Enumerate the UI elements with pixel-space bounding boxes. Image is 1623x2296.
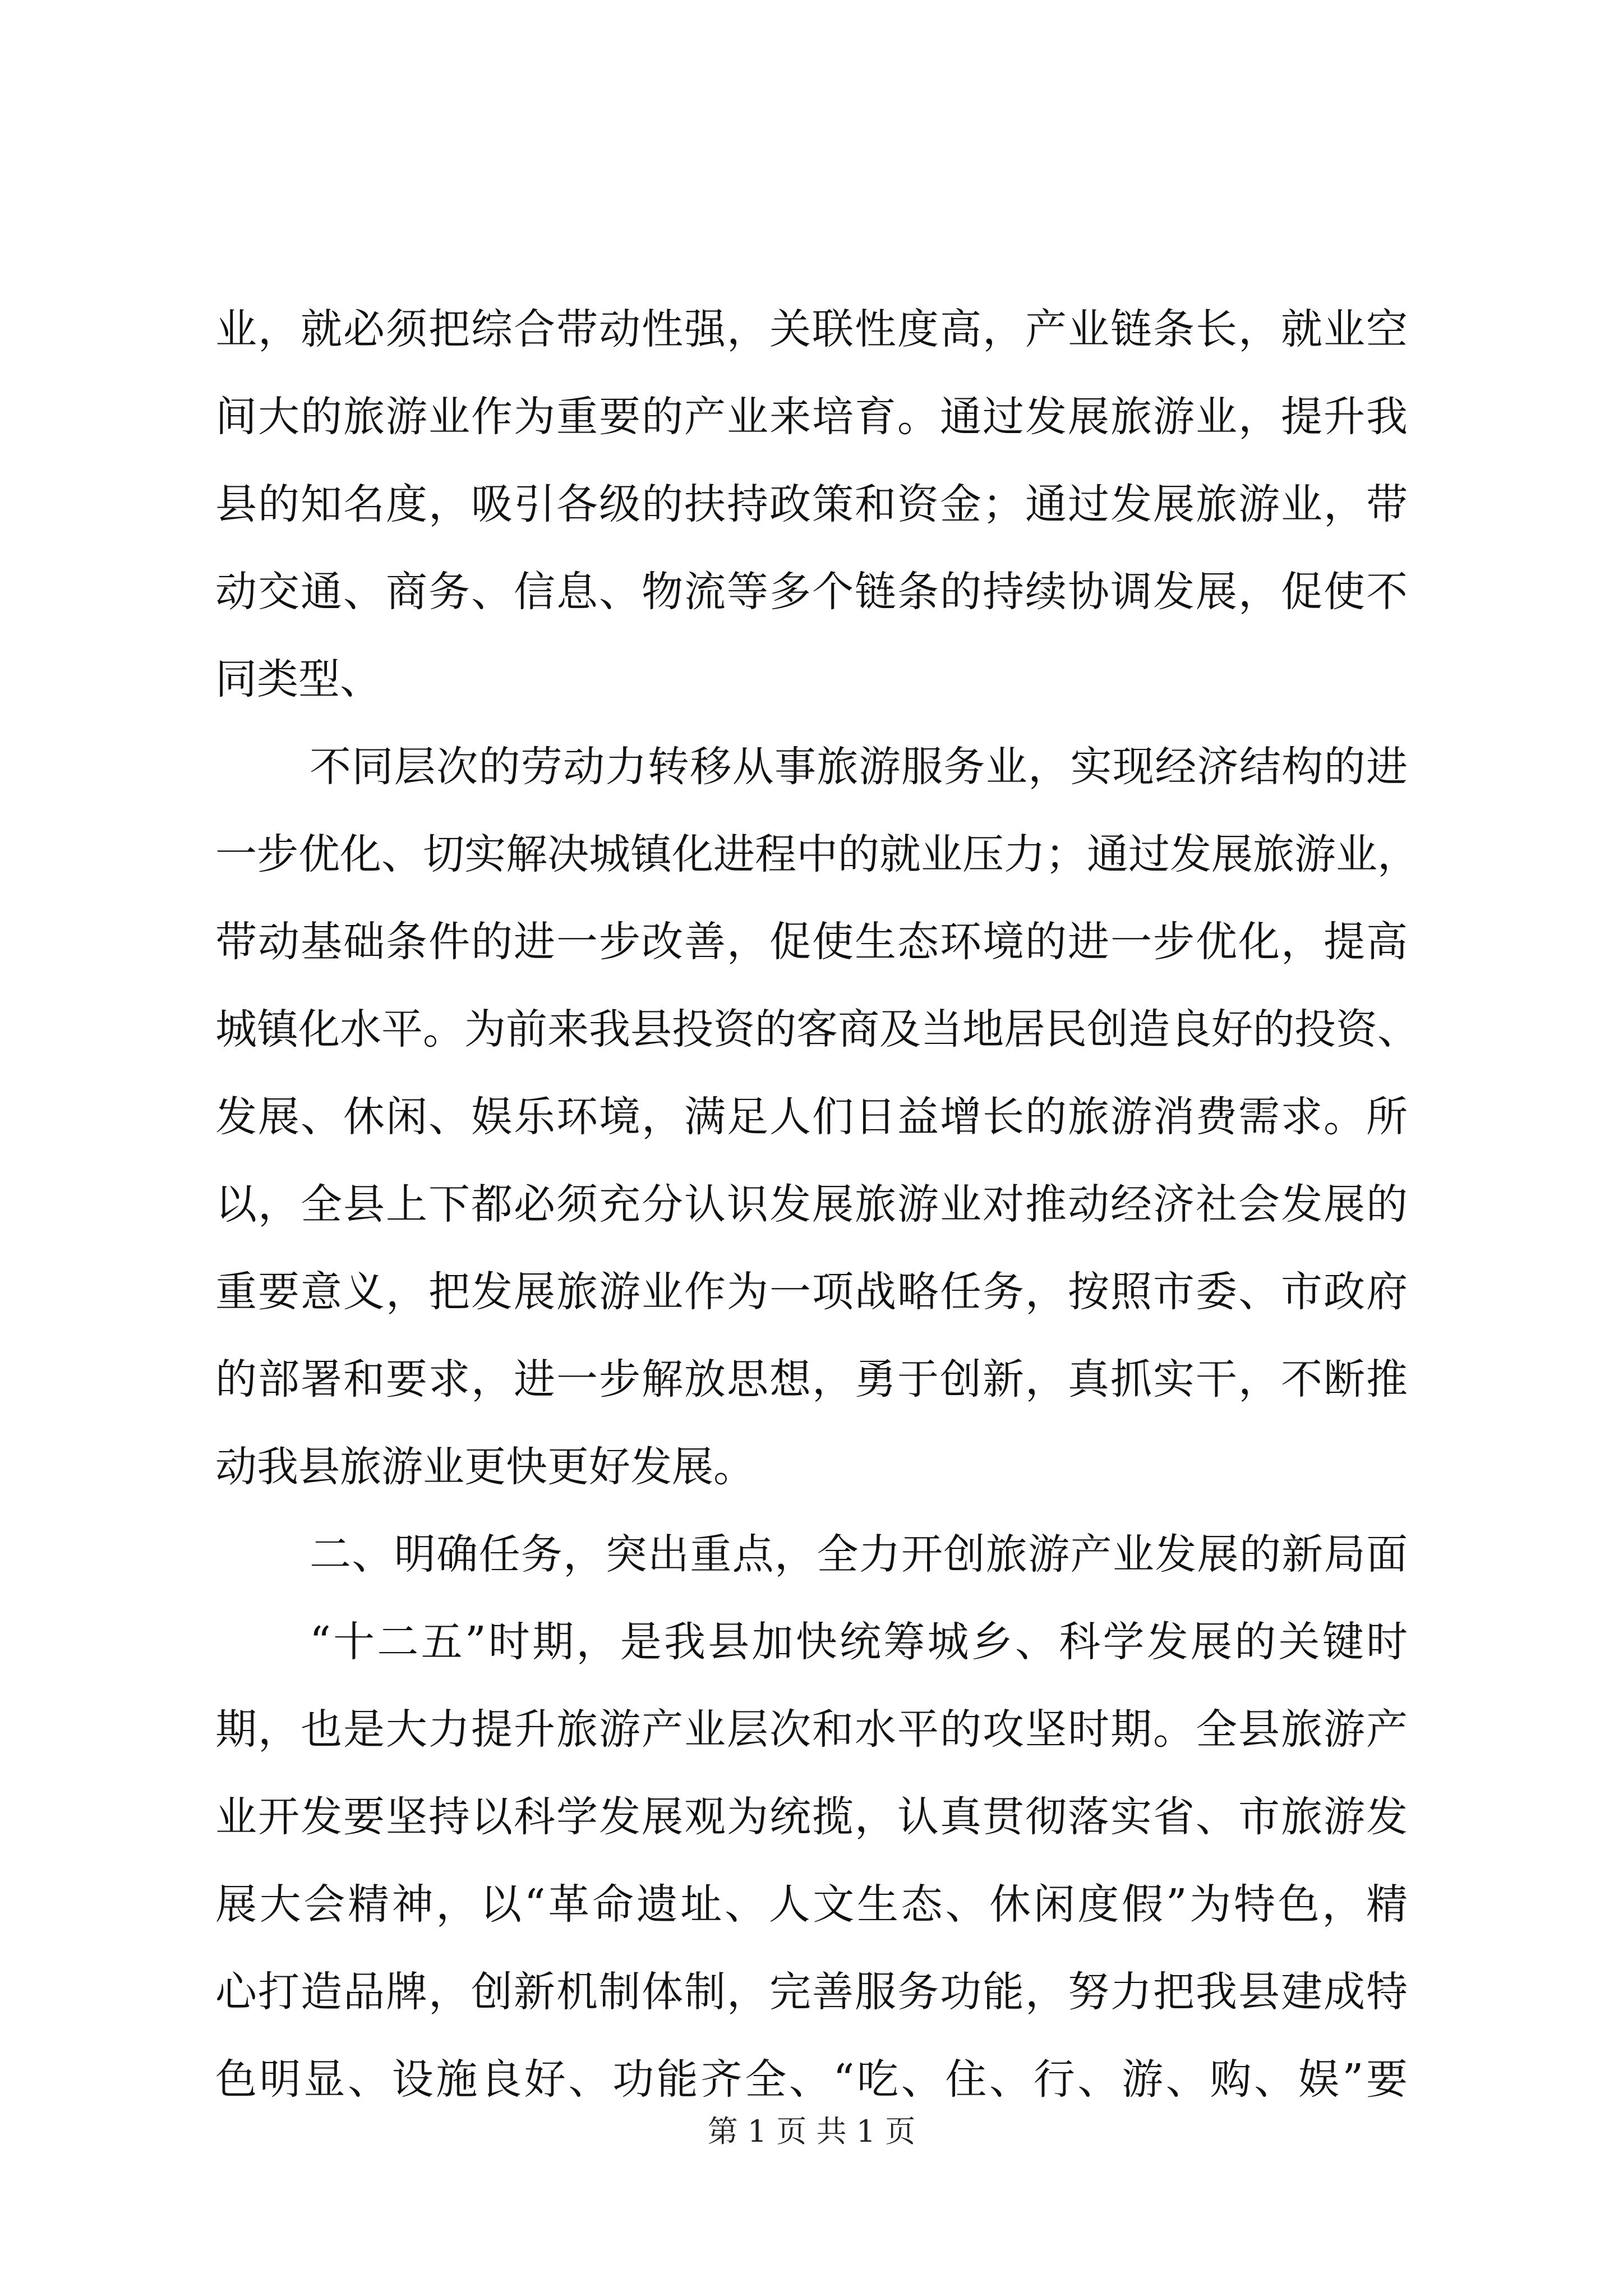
text-line: 发展、休闲、娱乐环境，满足人们日益增长的旅游消费需求。所: [215, 1093, 1408, 1141]
text-line: 动交通、商务、信息、物流等多个链条的持续协调发展，促使不: [215, 568, 1408, 616]
paragraph-first-line: 不同层次的劳动力转移从事旅游服务业，实现经济结构的进: [310, 743, 1408, 791]
text-line: 动我县旅游业更快更好发展。: [215, 1443, 755, 1491]
text-line: 心打造品牌，创新机制体制，完善服务功能，努力把我县建成特: [215, 1968, 1408, 2016]
text-line: 展大会精神，以“革命遗址、人文生态、休闲度假”为特色，精: [215, 1880, 1408, 1929]
page-footer: 第 1 页 共 1 页: [707, 2114, 916, 2149]
text-line: 间大的旅游业作为重要的产业来培育。通过发展旅游业，提升我: [215, 393, 1408, 441]
paragraph-first-line: “十二五”时期，是我县加快统筹城乡、科学发展的关键时: [310, 1618, 1408, 1666]
text-line: 带动基础条件的进一步改善，促使生态环境的进一步优化，提高: [215, 918, 1408, 966]
text-line: 的部署和要求，进一步解放思想，勇于创新，真抓实干，不断推: [215, 1355, 1408, 1404]
text-line: 期，也是大力提升旅游产业层次和水平的攻坚时期。全县旅游产: [215, 1705, 1408, 1754]
text-line: 县的知名度，吸引各级的扶持政策和资金；通过发展旅游业，带: [215, 480, 1408, 528]
text-line: 城镇化水平。为前来我县投资的客商及当地居民创造良好的投资、: [215, 1005, 1419, 1053]
section-heading: 二、明确任务，突出重点，全力开创旅游产业发展的新局面: [310, 1530, 1408, 1579]
text-line: 业开发要坚持以科学发展观为统揽，认真贯彻落实省、市旅游发: [215, 1793, 1408, 1841]
text-line: 一步优化、切实解决城镇化进程中的就业压力；通过发展旅游业，: [215, 830, 1419, 878]
text-line: 以，全县上下都必须充分认识发展旅游业对推动经济社会发展的: [215, 1180, 1408, 1228]
text-line: 色明显、设施良好、功能齐全、“吃、住、行、游、购、娱”要: [215, 2055, 1408, 2104]
text-line: 业，就必须把综合带动性强，关联性度高，产业链条长，就业空: [215, 305, 1408, 353]
text-line: 重要意义，把发展旅游业作为一项战略任务，按照市委、市政府: [215, 1268, 1408, 1316]
text-line: 同类型、: [215, 655, 381, 703]
